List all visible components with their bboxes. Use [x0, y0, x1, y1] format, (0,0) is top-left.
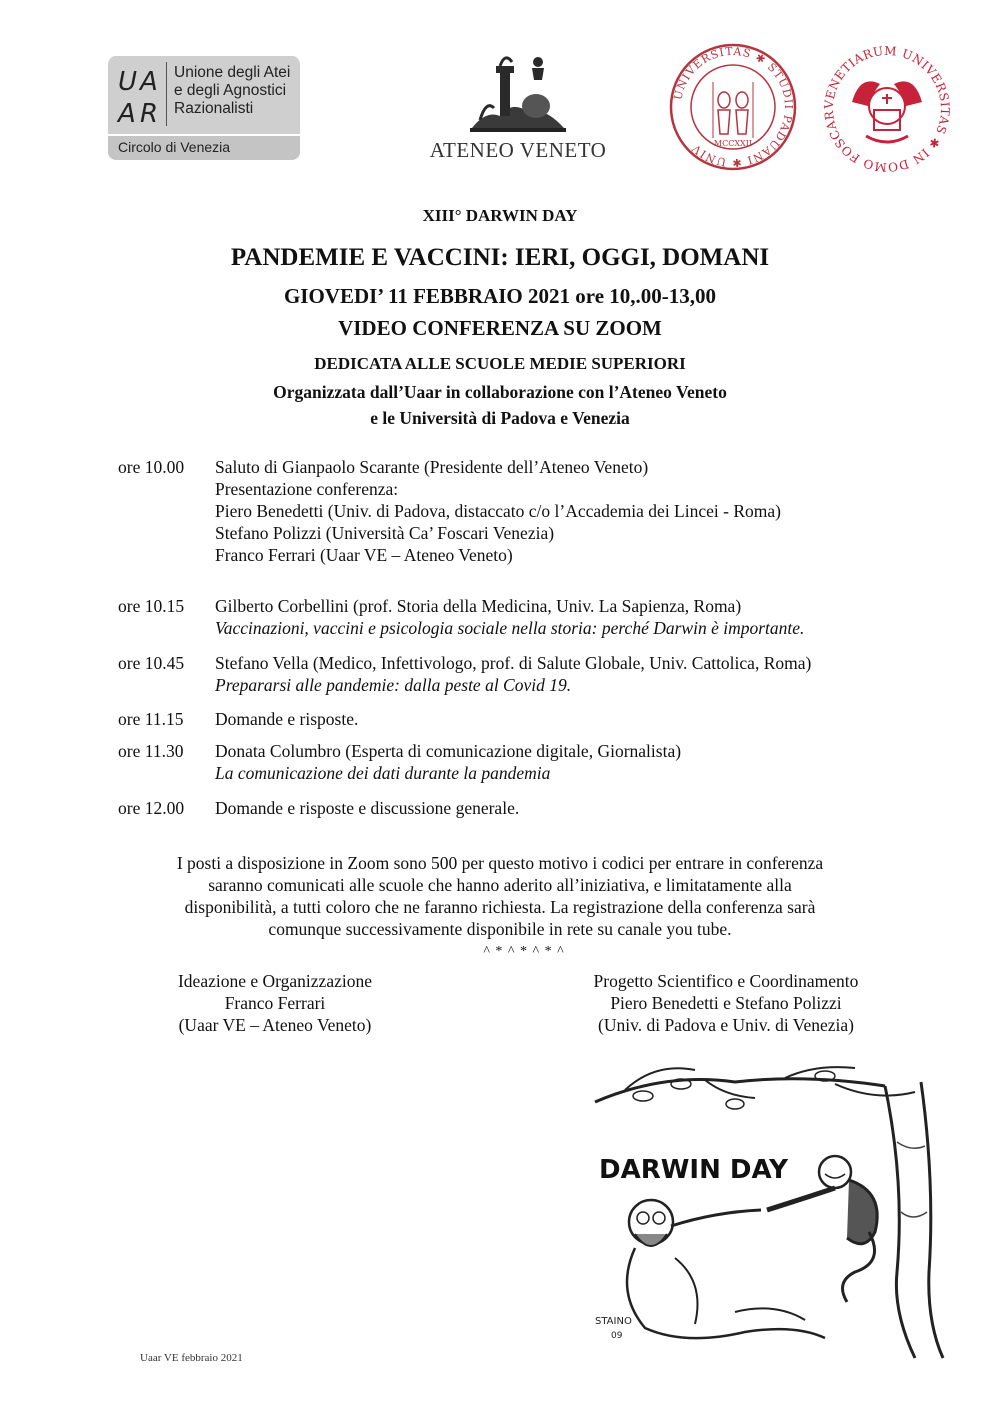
padova-university-seal	[668, 42, 798, 172]
cartoon-signature: STAINO	[595, 1316, 632, 1327]
audience-line: DEDICATA ALLE SCUOLE MEDIE SUPERIORI	[314, 354, 686, 373]
program-talk-title: La comunicazione dei dati durante la pandemia	[215, 763, 551, 783]
uaar-logo	[108, 56, 300, 160]
footer-note: Uaar VE febbraio 2021	[140, 1352, 243, 1364]
svg-text:A: A	[118, 99, 136, 128]
program-line: Presentazione conferenza:	[215, 479, 399, 499]
svg-text:R: R	[140, 99, 159, 128]
program-time: ore 10.00	[118, 457, 185, 477]
program-talk-title: Prepararsi alle pandemie: dalla peste al Covid 19.	[215, 675, 572, 695]
uaar-mark-icon	[116, 62, 164, 128]
credits-organization: Ideazione e Organizzazione Franco Ferrari (Uaar VE – Ateneo Veneto)	[177, 971, 372, 1035]
program-line: Domande e risposte e discussione generale.	[215, 798, 520, 818]
program-time: ore 10.15	[118, 596, 185, 616]
program-line: Stefano Vella (Medico, Infettivologo, prof. di Salute Globale, Univ. Cattolica, Roma)	[215, 653, 812, 673]
program-time: ore 11.30	[118, 741, 184, 761]
venezia-seal-icon	[822, 44, 952, 174]
darwin-day-cartoon	[585, 1062, 945, 1362]
svg-text:U: U	[118, 67, 138, 97]
padova-seal-icon	[668, 42, 798, 172]
date-line: GIOVEDI’ 11 FEBBRAIO 2021 ore 10,.00-13,00	[283, 284, 717, 308]
separator: ^ * ^ * ^ * ^	[483, 944, 565, 959]
ateneo-emblem-icon	[466, 50, 570, 136]
program-line: Donata Columbro (Esperta di comunicazione digitale, Giornalista)	[215, 741, 682, 761]
program-talk-title: Vaccinazioni, vaccini e psicologia sociale nella storia: perché Darwin è importante.	[215, 618, 805, 638]
program-line: Saluto di Gianpaolo Scarante (Presidente dell’Ateneo Veneto)	[215, 457, 649, 477]
svg-text:UNIVERSITAS ✱ STUDII PADUANI ✱: UNIVERSITAS ✱ STUDII PADUANI ✱ UNIV	[671, 44, 796, 170]
uaar-name: Unione degli Atei e degli Agnostici Razionalisti	[174, 64, 291, 117]
cartoon-illustration-icon	[585, 1062, 945, 1362]
program-line: Piero Benedetti (Univ. di Padova, distaccato c/o l’Accademia dei Lincei - Roma)	[215, 501, 781, 521]
page-title: PANDEMIE E VACCINI: IERI, OGGI, DOMANI	[230, 244, 770, 271]
cartoon-signature-year: 09	[611, 1331, 623, 1341]
svg-text:MCCXXII: MCCXXII	[713, 139, 753, 148]
edition-label: XIII° DARWIN DAY	[422, 206, 578, 225]
organizers-line-2: e le Università di Padova e Venezia	[370, 408, 630, 428]
svg-text:VENETIARUM UNIVERSITAS ✱ IN DO: VENETIARUM UNIVERSITAS ✱ IN DOMO FOSCAR	[822, 44, 952, 174]
svg-text:A: A	[140, 67, 158, 97]
program-time: ore 10.45	[118, 653, 185, 673]
ateneo-veneto-logo	[418, 50, 618, 162]
uaar-circolo: Circolo di Venezia	[118, 139, 231, 155]
organizers-line-1: Organizzata dall’Uaar in collaborazione con l’Ateneo Veneto	[273, 382, 727, 402]
cartoon-caption: DARWIN DAY	[599, 1155, 788, 1185]
venezia-university-seal	[822, 44, 952, 174]
zoom-notice: I posti a disposizione in Zoom sono 500 per questo motivo i codici per entrare in conferenza saranno comunicati alle scuole che hanno aderito all’iniziativa, e limitatamente alla disponibilità, a tutti coloro che ne faranno richiesta. La registrazione della conferenza sarà comunque successivamente disponibile in rete su canale you tube.	[176, 853, 824, 939]
program-line: Franco Ferrari (Uaar VE – Ateneo Veneto)	[215, 545, 513, 565]
program-line: Gilberto Corbellini (prof. Storia della Medicina, Univ. La Sapienza, Roma)	[215, 596, 742, 616]
format-line: VIDEO CONFERENZA SU ZOOM	[338, 316, 662, 340]
program-line: Domande e risposte.	[215, 709, 359, 729]
credits-scientific: Progetto Scientifico e Coordinamento Piero Benedetti e Stefano Polizzi (Univ. di Padova e Univ. di Venezia)	[593, 971, 859, 1035]
ateneo-label: ATENEO VENETO	[429, 138, 607, 162]
program-time: ore 11.15	[118, 709, 184, 729]
program-time: ore 12.00	[118, 798, 185, 818]
program-line: Stefano Polizzi (Università Ca’ Foscari Venezia)	[215, 523, 555, 543]
